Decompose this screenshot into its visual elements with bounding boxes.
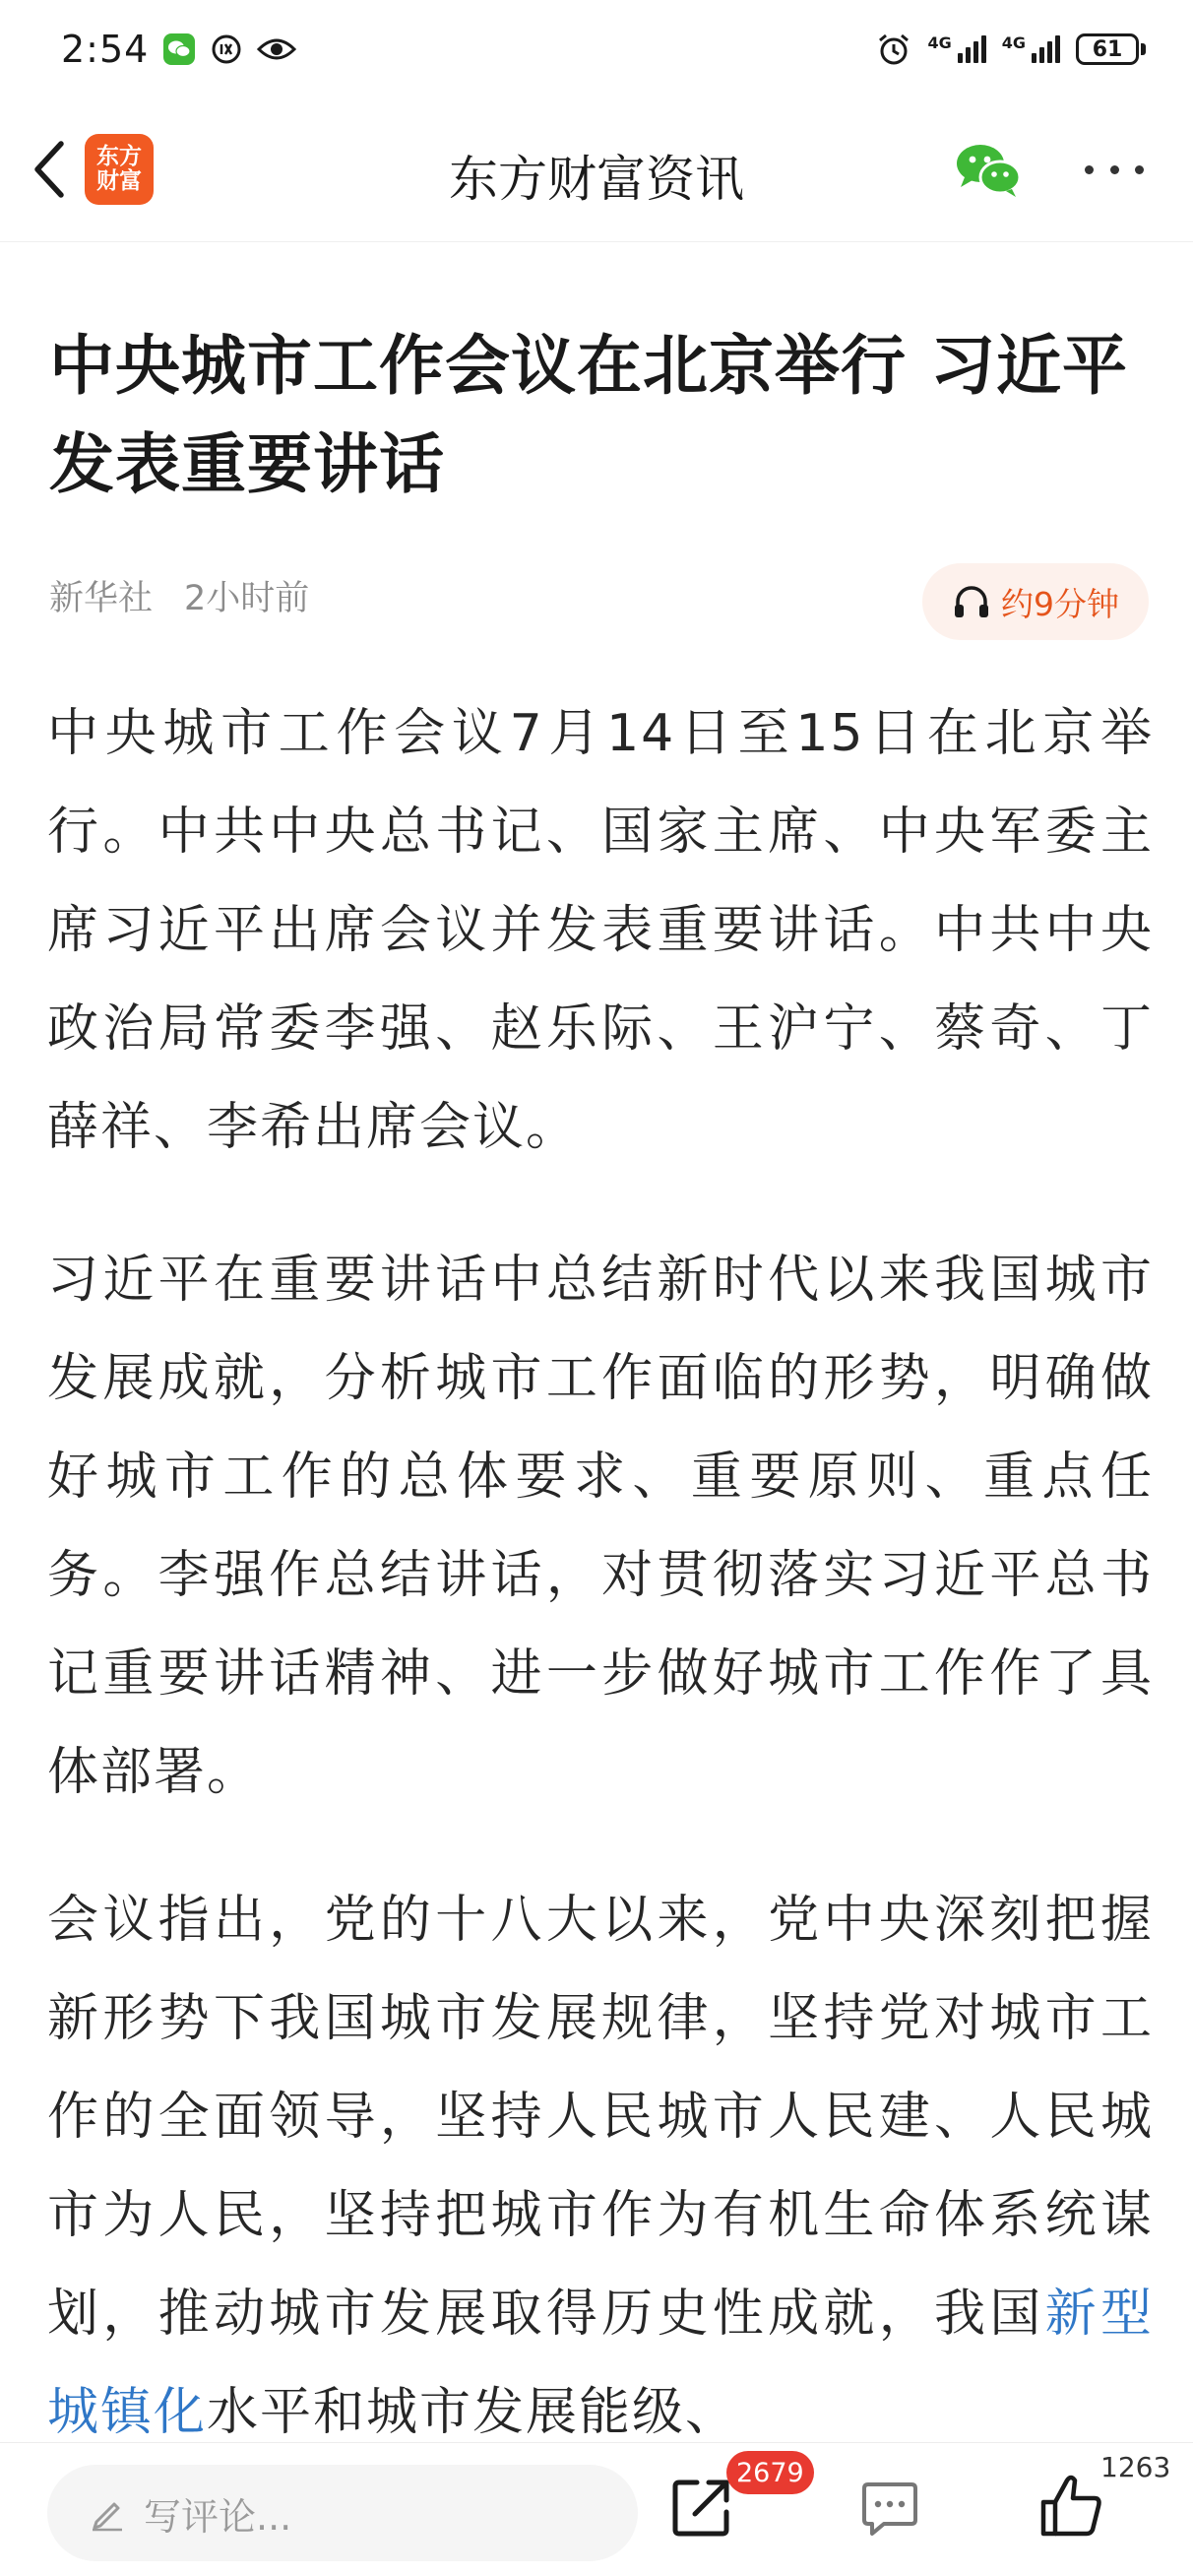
signal-icon-sim2 <box>1002 35 1060 63</box>
network-type-label: 4G <box>927 33 952 52</box>
article-source: 新华社 <box>49 579 154 618</box>
thumbs-up-icon <box>1039 2473 1104 2540</box>
logo-text-line1: 东方 <box>96 144 142 170</box>
battery-icon <box>1076 33 1146 65</box>
article-time: 2小时前 <box>184 579 310 618</box>
share-button[interactable] <box>669 2473 736 2540</box>
data-saver-icon <box>210 32 243 66</box>
comment-placeholder: 写评论... <box>144 2494 292 2539</box>
alarm-icon <box>876 32 911 67</box>
logo-text-line2: 财富 <box>96 168 142 194</box>
paragraph-text: 会议指出，党的十八大以来，党中央深刻把握新形势下我国城市发展规律，坚持党对城市工作的全面领导，坚持人民城市人民建、人民城市为人民，坚持把城市作为有机生命体系统谋划，推动城市发展取得历史性成就，我国 <box>47 1891 1154 2344</box>
article-meta <box>49 571 309 620</box>
listen-audio-button[interactable] <box>922 563 1149 640</box>
wechat-icon <box>953 140 1024 201</box>
like-button[interactable] <box>1039 2473 1104 2540</box>
status-time: 2:54 <box>61 28 150 71</box>
keyword-link[interactable]: 新型城镇化 <box>47 2285 1154 2442</box>
more-dot-icon <box>1085 165 1094 174</box>
like-count: 1263 <box>1100 2451 1171 2483</box>
status-left <box>61 28 296 71</box>
more-dot-icon <box>1110 165 1119 174</box>
pencil-icon <box>89 2494 126 2532</box>
share-count-badge: 2679 <box>726 2451 814 2494</box>
eye-comfort-icon <box>257 35 296 63</box>
headphones-icon <box>952 584 991 619</box>
status-right <box>876 32 1146 67</box>
share-icon <box>669 2473 736 2540</box>
status-bar <box>0 0 1193 98</box>
article-paragraph: 中央城市工作会议7月14日至15日在北京举行。中共中央总书记、国家主席、中央军委主席习近平出席会议并发表重要讲话。中共中央政治局常委李强、赵乐际、王沪宁、蔡奇、丁薛祥、李希出席会议。 <box>47 704 1154 1157</box>
bottom-action-bar <box>0 2442 1193 2576</box>
paragraph-text: 水平和城市发展能级、 <box>207 2383 739 2442</box>
comment-bubble-icon <box>860 2479 919 2540</box>
network-type-label: 4G <box>1001 33 1026 52</box>
more-options-button[interactable] <box>1079 150 1150 189</box>
more-dot-icon <box>1135 165 1144 174</box>
article-paragraph: 习近平在重要讲话中总结新时代以来我国城市发展成就，分析城市工作面临的形势，明确做好城市工作的总体要求、重要原则、重点任务。李强作总结讲话，对贯彻落实习近平总书记重要讲话精神、进一步做好城市工作作了具体部署。 <box>47 1251 1154 1802</box>
audio-duration: 约9分钟 <box>1001 584 1119 623</box>
signal-icon-sim1 <box>927 35 985 63</box>
article-paragraph <box>47 1871 1154 2462</box>
battery-level: 61 <box>1076 33 1139 65</box>
nav-bar <box>0 98 1193 242</box>
wechat-share-button[interactable] <box>953 140 1024 201</box>
comments-button[interactable] <box>860 2479 919 2540</box>
page-title: 东方财富资讯 <box>449 151 744 208</box>
comment-input[interactable] <box>47 2465 638 2561</box>
article-title: 中央城市工作会议在北京举行 习近平发表重要讲话 <box>49 328 1128 502</box>
wechat-notification-icon <box>162 32 196 66</box>
